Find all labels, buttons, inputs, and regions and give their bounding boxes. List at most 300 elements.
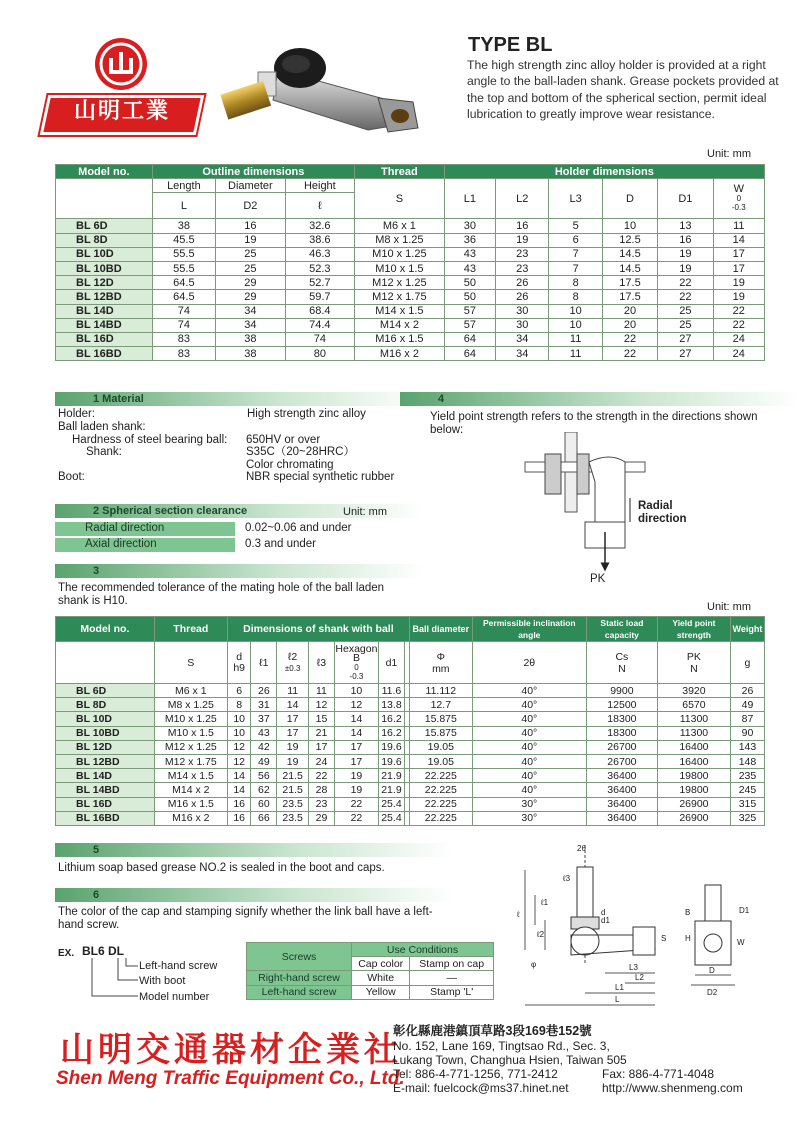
value-cell: 87	[730, 712, 764, 726]
table-row	[56, 347, 765, 361]
shank2-label: Shank:	[86, 446, 122, 458]
value-cell: 28	[309, 783, 335, 797]
value-cell: 23	[309, 797, 335, 811]
value-cell: 83	[152, 332, 215, 346]
value-cell: 29	[216, 290, 285, 304]
value-cell: 30°	[472, 811, 586, 825]
table-row	[56, 261, 765, 275]
model-cell: BL 8D	[56, 698, 155, 712]
value-cell: 26	[730, 684, 764, 698]
value-cell: 11.112	[409, 684, 472, 698]
value-cell: 31	[251, 698, 277, 712]
value-cell: 64.5	[152, 290, 215, 304]
value-cell: 148	[730, 754, 764, 768]
value-cell: 19	[334, 783, 378, 797]
value-cell: 40°	[472, 698, 586, 712]
value-cell: 40°	[472, 712, 586, 726]
model-cell: BL 14D	[56, 304, 153, 318]
right-cap: White	[352, 971, 410, 985]
value-cell: 23	[496, 247, 549, 261]
value-cell: 26900	[657, 811, 730, 825]
value-cell: 21.5	[277, 769, 309, 783]
section-clearance-title: 2 Spherical section clearance	[55, 504, 423, 518]
value-cell: 22.225	[409, 769, 472, 783]
value-cell: 16	[658, 233, 713, 247]
value-cell: 25	[216, 247, 285, 261]
th-model: Model no.	[56, 165, 153, 179]
value-cell: M14 x 2	[355, 318, 445, 332]
th2-pk: PK N	[657, 642, 730, 684]
value-cell: 26	[496, 276, 549, 290]
value-cell: 11300	[657, 726, 730, 740]
value-cell: 62	[251, 783, 277, 797]
model-cell: BL 14BD	[56, 783, 155, 797]
value-cell: 27	[658, 347, 713, 361]
model-cell: BL 10D	[56, 712, 155, 726]
holder-label: Holder:	[58, 408, 96, 420]
drawing-label: L3	[629, 963, 638, 972]
th2-hexagon: Hexagon B 0 -0.3	[334, 642, 378, 684]
value-cell: 235	[730, 769, 764, 783]
value-cell: 16	[216, 219, 285, 233]
value-cell: 11300	[657, 712, 730, 726]
model-cell: BL 10D	[56, 247, 153, 261]
value-cell: 30	[496, 304, 549, 318]
section-3-text: The recommended tolerance of the mating hole of the ball laden shank is H10.	[58, 582, 385, 607]
company-name-en: Shen Meng Traffic Equipment Co., Ltd.	[56, 1068, 405, 1089]
value-cell: 68.4	[285, 304, 354, 318]
th2-l1: ℓ1	[251, 642, 277, 684]
company-name-cn: 山明交通器材企業社	[60, 1030, 402, 1070]
drawing-label: L1	[615, 983, 624, 992]
value-cell: M12 x 1.25	[154, 740, 227, 754]
value-cell: 25	[658, 304, 713, 318]
th-stamp: Stamp on cap	[410, 957, 494, 971]
value-cell: 50	[444, 276, 495, 290]
value-cell: 10	[334, 684, 378, 698]
drawing-label: d	[601, 908, 606, 917]
value-cell: 22	[602, 332, 657, 346]
value-cell: 22	[713, 304, 764, 318]
model-cell: BL 6D	[56, 219, 153, 233]
value-cell: M10 x 1.5	[355, 261, 445, 275]
model-cell: BL 12BD	[56, 290, 153, 304]
example-label: EX.	[58, 948, 75, 959]
value-cell: 6	[227, 684, 251, 698]
value-cell: 325	[730, 811, 764, 825]
value-cell: 34	[216, 304, 285, 318]
th-l: L	[152, 193, 215, 219]
value-cell: 15.875	[409, 712, 472, 726]
table-row	[56, 304, 765, 318]
th2-2theta: 2θ	[472, 642, 586, 684]
value-cell: M10 x 1.25	[355, 247, 445, 261]
th2-model: Model no.	[56, 617, 155, 642]
value-cell: 5	[549, 219, 602, 233]
value-cell: 18300	[586, 712, 657, 726]
value-cell: 15	[309, 712, 335, 726]
value-cell: 14	[227, 783, 251, 797]
section-4-title: 4	[400, 392, 798, 406]
value-cell: 29	[216, 276, 285, 290]
value-cell: 16.2	[379, 712, 405, 726]
drawing-label: ℓ1	[541, 898, 549, 907]
value-cell: 23.5	[277, 797, 309, 811]
drawing-label: D2	[707, 988, 718, 997]
value-cell: 23.5	[277, 811, 309, 825]
address-cn: 彰化縣鹿港鎮頂草路3段169巷152號	[393, 1024, 592, 1038]
value-cell: 11	[713, 219, 764, 233]
value-cell: 37	[251, 712, 277, 726]
value-cell: 6	[549, 233, 602, 247]
axial-direction-label: Axial direction	[55, 538, 235, 552]
value-cell: 26900	[657, 797, 730, 811]
th2-thread: Thread	[154, 617, 227, 642]
th-use-conditions: Use Conditions	[352, 943, 494, 957]
section-6-title: 6	[55, 888, 453, 902]
value-cell: 26700	[586, 740, 657, 754]
value-cell: 36400	[586, 783, 657, 797]
value-cell: 74	[285, 332, 354, 346]
table-row	[56, 684, 765, 698]
value-cell: 22	[713, 318, 764, 332]
value-cell: M16 x 1.5	[355, 332, 445, 346]
value-cell: M16 x 2	[154, 811, 227, 825]
value-cell: 315	[730, 797, 764, 811]
value-cell: 10	[549, 304, 602, 318]
drawing-label: 2θ	[577, 845, 586, 853]
shank2-value: S35C（20~28HRC）	[246, 446, 355, 458]
th2-ball: Ball diameter	[409, 617, 472, 642]
value-cell: 34	[496, 332, 549, 346]
value-cell: 38	[152, 219, 215, 233]
value-cell: 16.2	[379, 726, 405, 740]
value-cell: 16	[227, 797, 251, 811]
value-cell: 8	[549, 276, 602, 290]
technical-drawing	[505, 845, 775, 1020]
value-cell: 30°	[472, 797, 586, 811]
value-cell: 22	[334, 797, 378, 811]
value-cell: 17	[334, 754, 378, 768]
value-cell: M10 x 1.25	[154, 712, 227, 726]
value-cell: M14 x 2	[154, 783, 227, 797]
value-cell: 19	[713, 290, 764, 304]
value-cell: 19800	[657, 769, 730, 783]
value-cell: 14	[227, 769, 251, 783]
value-cell: 16	[227, 811, 251, 825]
intro-text: The high strength zinc alloy holder is provided at a right angle to the ball-laden shank. Grease pockets provided at the top and bottom of the spherical section, permit ideal lubrication to greatly improve wear resistance.	[467, 58, 779, 122]
table1-body	[56, 219, 765, 361]
drawing-label: B	[685, 908, 691, 917]
value-cell: M12 x 1.75	[355, 290, 445, 304]
model-cell: BL 16BD	[56, 811, 155, 825]
value-cell: 22	[658, 290, 713, 304]
th-diameter: Diameter	[216, 179, 285, 193]
value-cell: 43	[251, 726, 277, 740]
shank2-value2: Color chromating	[246, 459, 334, 471]
value-cell: 19	[277, 754, 309, 768]
value-cell: 66	[251, 811, 277, 825]
left-cap: Yellow	[352, 985, 410, 999]
drawing-label: d1	[601, 916, 610, 925]
value-cell: 16	[496, 219, 549, 233]
th-thread: Thread	[355, 165, 445, 179]
value-cell: 9900	[586, 684, 657, 698]
value-cell: 90	[730, 726, 764, 740]
value-cell: 55.5	[152, 261, 215, 275]
value-cell: M12 x 1.25	[355, 276, 445, 290]
email-link[interactable]: E-mail: fuelcock@ms37.hinet.net	[393, 1081, 569, 1095]
clearance-unit: Unit: mm	[343, 506, 387, 518]
left-stamp: Stamp 'L'	[410, 985, 494, 999]
value-cell: 59.7	[285, 290, 354, 304]
value-cell: 143	[730, 740, 764, 754]
value-cell: 24	[713, 347, 764, 361]
value-cell: 17.5	[602, 290, 657, 304]
value-cell: 43	[444, 247, 495, 261]
value-cell: 27	[658, 332, 713, 346]
value-cell: 17	[713, 247, 764, 261]
th-l3: L3	[549, 179, 602, 219]
radial-direction-note: Radial direction	[638, 500, 687, 525]
th-outline: Outline dimensions	[152, 165, 354, 179]
value-cell: 55.5	[152, 247, 215, 261]
value-cell: 46.3	[285, 247, 354, 261]
table-row	[56, 783, 765, 797]
value-cell: 24	[309, 754, 335, 768]
th2-l2: ℓ2 ±0.3	[277, 642, 309, 684]
value-cell: 19	[216, 233, 285, 247]
th-holder: Holder dimensions	[444, 165, 764, 179]
th-ell: ℓ	[285, 193, 354, 219]
th-s: S	[355, 179, 445, 219]
right-stamp: —	[410, 971, 494, 985]
value-cell: 64	[444, 347, 495, 361]
value-cell: 17	[277, 712, 309, 726]
value-cell: 14	[334, 712, 378, 726]
value-cell: 34	[216, 318, 285, 332]
axial-direction-value: 0.3 and under	[245, 538, 316, 550]
value-cell: 12	[334, 698, 378, 712]
drawing-label: L	[615, 995, 620, 1004]
model-cell: BL 10BD	[56, 726, 155, 740]
row-right-hand: Right-hand screw	[247, 971, 352, 985]
value-cell: 42	[251, 740, 277, 754]
model-cell: BL 14BD	[56, 318, 153, 332]
value-cell: 40°	[472, 726, 586, 740]
table-row	[56, 754, 765, 768]
table-row	[56, 247, 765, 261]
drawing-label: ℓ3	[563, 874, 571, 883]
value-cell: 11.6	[379, 684, 405, 698]
value-cell: 32.6	[285, 219, 354, 233]
value-cell: 22	[309, 769, 335, 783]
value-cell: 83	[152, 347, 215, 361]
legend-left-hand: Left-hand screw	[139, 960, 218, 972]
product-photo	[218, 30, 428, 135]
model-cell: BL 16D	[56, 797, 155, 811]
table-row	[56, 769, 765, 783]
value-cell: 26700	[586, 754, 657, 768]
value-cell: 11	[549, 332, 602, 346]
value-cell: 16400	[657, 754, 730, 768]
row-left-hand: Left-hand screw	[247, 985, 352, 999]
value-cell: 10	[602, 219, 657, 233]
section-5-title: 5	[55, 843, 453, 857]
value-cell: 14	[713, 233, 764, 247]
drawing-label: ℓ	[517, 910, 520, 919]
value-cell: 17	[713, 261, 764, 275]
value-cell: 22.225	[409, 783, 472, 797]
value-cell: 23	[496, 261, 549, 275]
value-cell: 38	[216, 332, 285, 346]
value-cell: 49	[730, 698, 764, 712]
th-w: W 0 -0.3	[713, 179, 764, 219]
value-cell: 19	[658, 261, 713, 275]
value-cell: 38.6	[285, 233, 354, 247]
radial-direction-value: 0.02~0.06 and under	[245, 522, 352, 534]
outline-dimensions-table	[55, 164, 765, 361]
section-6-text: The color of the cap and stamping signify whether the link ball have a left-hand screw.	[58, 906, 433, 931]
value-cell: M16 x 2	[355, 347, 445, 361]
address-line-1: No. 152, Lane 169, Tingtsao Rd., Sec. 3,	[393, 1039, 610, 1053]
value-cell: 13.8	[379, 698, 405, 712]
website-link[interactable]: http://www.shenmeng.com	[602, 1081, 743, 1095]
value-cell: 19.05	[409, 740, 472, 754]
pk-label: PK	[590, 573, 606, 585]
th2-weight: Weight	[730, 617, 764, 642]
th2-cs: Cs N	[586, 642, 657, 684]
value-cell: 22	[602, 347, 657, 361]
th-height: Height	[285, 179, 354, 193]
value-cell: 40°	[472, 754, 586, 768]
value-cell: 7	[549, 247, 602, 261]
value-cell: 16400	[657, 740, 730, 754]
value-cell: 17	[334, 740, 378, 754]
model-cell: BL 12BD	[56, 754, 155, 768]
value-cell: 36400	[586, 769, 657, 783]
address-line-2: Lukang Town, Changhua Hsien, Taiwan 505	[393, 1053, 627, 1067]
value-cell: 52.7	[285, 276, 354, 290]
value-cell: 50	[444, 290, 495, 304]
value-cell: 245	[730, 783, 764, 797]
value-cell: M14 x 1.5	[355, 304, 445, 318]
value-cell: 40°	[472, 740, 586, 754]
value-cell: 21.9	[379, 769, 405, 783]
value-cell: 40°	[472, 769, 586, 783]
boot-value: NBR special synthetic rubber	[246, 471, 395, 483]
value-cell: 74	[152, 318, 215, 332]
th2-phi: Φ mm	[409, 642, 472, 684]
value-cell: M16 x 1.5	[154, 797, 227, 811]
fax: Fax: 886-4-771-4048	[602, 1067, 715, 1081]
table-row	[56, 290, 765, 304]
value-cell: 57	[444, 304, 495, 318]
value-cell: 22.225	[409, 797, 472, 811]
value-cell: 22	[334, 811, 378, 825]
th-l2: L2	[496, 179, 549, 219]
drawing-label: W	[737, 938, 745, 947]
value-cell: 38	[216, 347, 285, 361]
table-row	[56, 811, 765, 825]
value-cell: 19	[277, 740, 309, 754]
value-cell: 19.6	[379, 740, 405, 754]
page-title: TYPE BL	[468, 34, 553, 56]
value-cell: 14	[277, 698, 309, 712]
value-cell: 22.225	[409, 811, 472, 825]
value-cell: 12	[227, 754, 251, 768]
value-cell: 11	[549, 347, 602, 361]
value-cell: 36400	[586, 797, 657, 811]
value-cell: 36	[444, 233, 495, 247]
th2-s: S	[154, 642, 227, 684]
drawing-label: D1	[739, 906, 750, 915]
value-cell: 17	[277, 726, 309, 740]
value-cell: 21	[309, 726, 335, 740]
value-cell: 11	[277, 684, 309, 698]
value-cell: 52.3	[285, 261, 354, 275]
value-cell: 8	[549, 290, 602, 304]
th-cap-color: Cap color	[352, 957, 410, 971]
section-5-text: Lithium soap based grease NO.2 is sealed in the boot and caps.	[58, 862, 385, 874]
th2-incline: Permissible inclination angle	[472, 617, 586, 642]
value-cell: 22	[658, 276, 713, 290]
section-material-title: 1 Material	[55, 392, 423, 406]
drawing-label: ℓ2	[537, 930, 545, 939]
value-cell: 19	[713, 276, 764, 290]
drawing-label: H	[685, 934, 691, 943]
hardness-value: 650HV or over	[246, 434, 321, 446]
th2-static: Static load capacity	[586, 617, 657, 642]
legend-model-number: Model number	[139, 991, 210, 1003]
value-cell: 15.875	[409, 726, 472, 740]
value-cell: M6 x 1	[355, 219, 445, 233]
value-cell: 25	[658, 318, 713, 332]
model-cell: BL 10BD	[56, 261, 153, 275]
value-cell: 12.5	[602, 233, 657, 247]
model-cell: BL 14D	[56, 769, 155, 783]
value-cell: 19.05	[409, 754, 472, 768]
value-cell: 74.4	[285, 318, 354, 332]
value-cell: 45.5	[152, 233, 215, 247]
value-cell: 11	[309, 684, 335, 698]
table-row	[56, 233, 765, 247]
boot-label: Boot:	[58, 471, 85, 483]
model-cell: BL 16BD	[56, 347, 153, 361]
drawing-label: D	[709, 966, 715, 975]
value-cell: M10 x 1.5	[154, 726, 227, 740]
table2-body	[56, 684, 765, 826]
logo-text: 山明工業	[73, 99, 170, 124]
value-cell: 19	[658, 247, 713, 261]
value-cell: 30	[444, 219, 495, 233]
table-row	[56, 726, 765, 740]
th-l1: L1	[444, 179, 495, 219]
value-cell: 17.5	[602, 276, 657, 290]
example-code: BL6 DL	[82, 944, 124, 958]
th2-d1: d1	[379, 642, 405, 684]
value-cell: 12500	[586, 698, 657, 712]
value-cell: 10	[549, 318, 602, 332]
value-cell: 25.4	[379, 797, 405, 811]
value-cell: 19.6	[379, 754, 405, 768]
value-cell: 34	[496, 347, 549, 361]
value-cell: 64.5	[152, 276, 215, 290]
value-cell: 10	[227, 712, 251, 726]
th-screws: Screws	[247, 943, 352, 971]
value-cell: 24	[713, 332, 764, 346]
value-cell: 60	[251, 797, 277, 811]
